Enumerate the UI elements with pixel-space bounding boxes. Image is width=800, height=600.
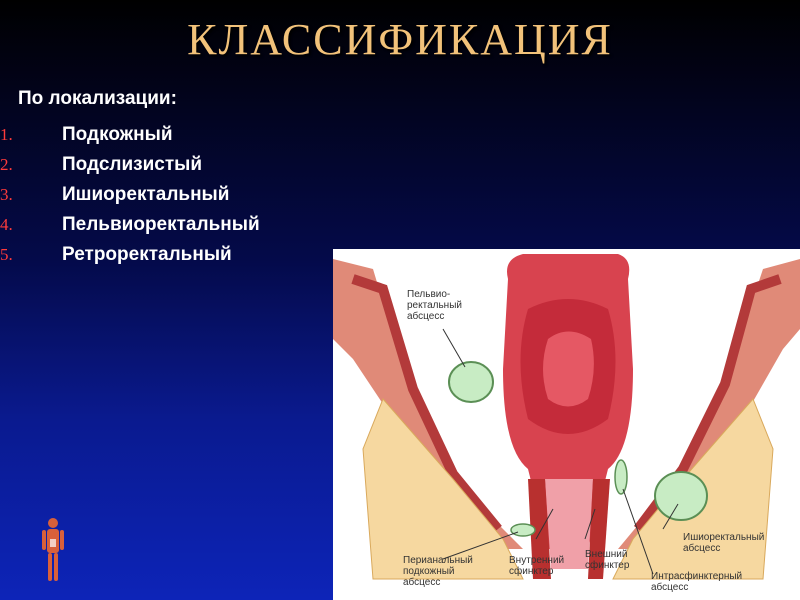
list-item-label: Ишиоректальный	[62, 184, 230, 205]
list-item-label: Пельвиоректальный	[62, 214, 260, 235]
list-item-label: Ретроректальный	[62, 244, 232, 265]
list-number: 2.	[0, 155, 13, 174]
label-ischiorectal-abscess: Ишиоректальный абсцесс	[683, 532, 765, 554]
subtitle: По локализации:	[18, 88, 177, 109]
label-intersphincteric-abscess: Интрасфинктерный абсцесс	[651, 571, 743, 593]
human-figure-icon	[38, 515, 68, 585]
list-number: 3.	[0, 185, 13, 204]
ischiorectal-abscess-shape	[655, 472, 707, 520]
list-number: 5.	[0, 245, 13, 264]
label-pelvirectal-abscess: Пельвио- ректальный абсцесс	[407, 289, 462, 322]
label-internal-sphincter: Внутренний сфинктер	[509, 555, 565, 577]
anatomy-illustration	[333, 249, 800, 600]
label-external-sphincter: Внешний сфинктер	[585, 549, 630, 571]
label-perianal-abscess: Перианальный подкожный абсцесс	[403, 555, 473, 588]
intersphincteric-abscess-shape	[615, 460, 627, 494]
slide-title: КЛАССИФИКАЦИЯ	[187, 15, 613, 64]
list-item-label: Подкожный	[62, 124, 173, 145]
perianal-abscess-shape	[511, 524, 535, 536]
list-number: 4.	[0, 215, 13, 234]
list-item-label: Подслизистый	[62, 154, 203, 175]
list-number: 1.	[0, 125, 13, 144]
pelvirectal-abscess-shape	[449, 362, 493, 402]
